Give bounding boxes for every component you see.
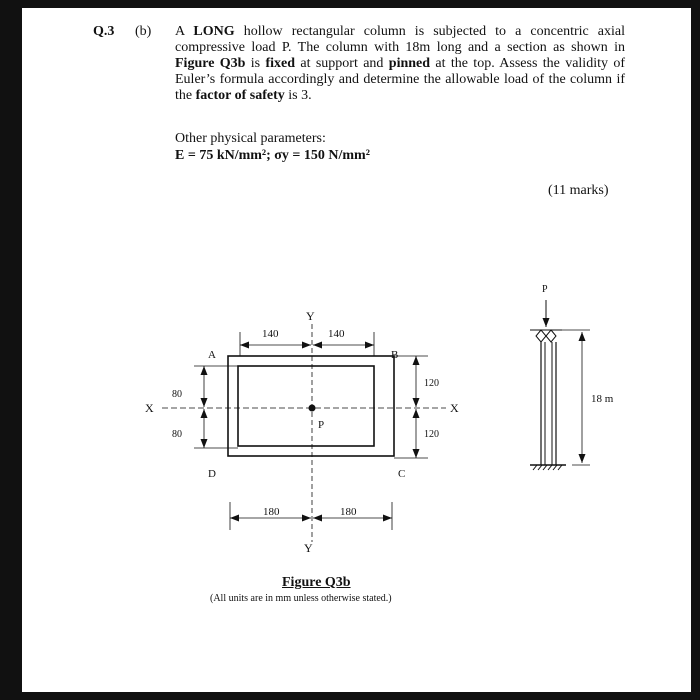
axis-x-left-label: X xyxy=(145,401,154,415)
dim-120-bottom: 120 xyxy=(424,429,439,440)
corner-label-c: C xyxy=(398,468,406,480)
question-text-segment: Figure Q3b xyxy=(175,56,246,71)
corner-label-b: B xyxy=(391,349,399,361)
question-text-segment: LONG xyxy=(193,24,235,39)
params-equation: E = 75 kN/mm²; σy = 150 N/mm² xyxy=(175,148,370,163)
dim-180-left: 180 xyxy=(263,506,280,518)
question-text-segment: at support and xyxy=(295,56,389,71)
question-text-segment: hollow rectangular column is subjected to a concentric axial compressive load P. The column with 18m long and a section as shown in xyxy=(175,24,626,55)
dim-180-right: 180 xyxy=(340,506,357,518)
corner-label-d: D xyxy=(208,468,216,480)
dim-80-bottom: 80 xyxy=(172,429,182,440)
axis-y-top-label: Y xyxy=(306,309,315,323)
corner-label-a: A xyxy=(208,349,216,361)
fixed-support-hatch xyxy=(533,465,562,470)
dim-80-top: 80 xyxy=(172,389,182,400)
question-part: (b) xyxy=(135,24,152,39)
question-number: Q.3 xyxy=(93,24,115,39)
question-text-segment: is xyxy=(245,56,266,71)
dim-140-left: 140 xyxy=(262,328,279,340)
question-text-segment: factor of safety xyxy=(195,88,285,103)
pin-support-left xyxy=(536,330,546,342)
inner-rectangle xyxy=(238,366,374,446)
axis-x-right-label: X xyxy=(450,401,459,415)
figure-caption-title: Figure Q3b xyxy=(282,575,351,590)
column-load-label: P xyxy=(542,284,548,295)
pin-support-right xyxy=(546,330,556,342)
marks-label: (11 marks) xyxy=(548,183,609,198)
dim-140-right: 140 xyxy=(328,328,345,340)
dim-120-top: 120 xyxy=(424,378,439,389)
column-length-label: 18 m xyxy=(591,393,614,405)
question-text-segment: pinned xyxy=(388,56,431,71)
column-elevation xyxy=(530,284,614,470)
params-heading: Other physical parameters: xyxy=(175,131,326,146)
centroid-point xyxy=(309,405,316,412)
cross-section xyxy=(145,309,459,555)
question-text-segment: A xyxy=(175,24,194,39)
axis-y-bottom-label: Y xyxy=(304,541,313,555)
section-load-label: P xyxy=(318,419,325,431)
figure-caption-note: (All units are in mm unless otherwise stated.) xyxy=(210,593,392,604)
question-text-segment: fixed xyxy=(265,56,296,71)
question-text-segment: at the top. Assess the validity of Euler’s formula accordingly and determine the allowable load of the column if the xyxy=(175,56,625,103)
question-text-segment: is 3. xyxy=(284,88,312,103)
